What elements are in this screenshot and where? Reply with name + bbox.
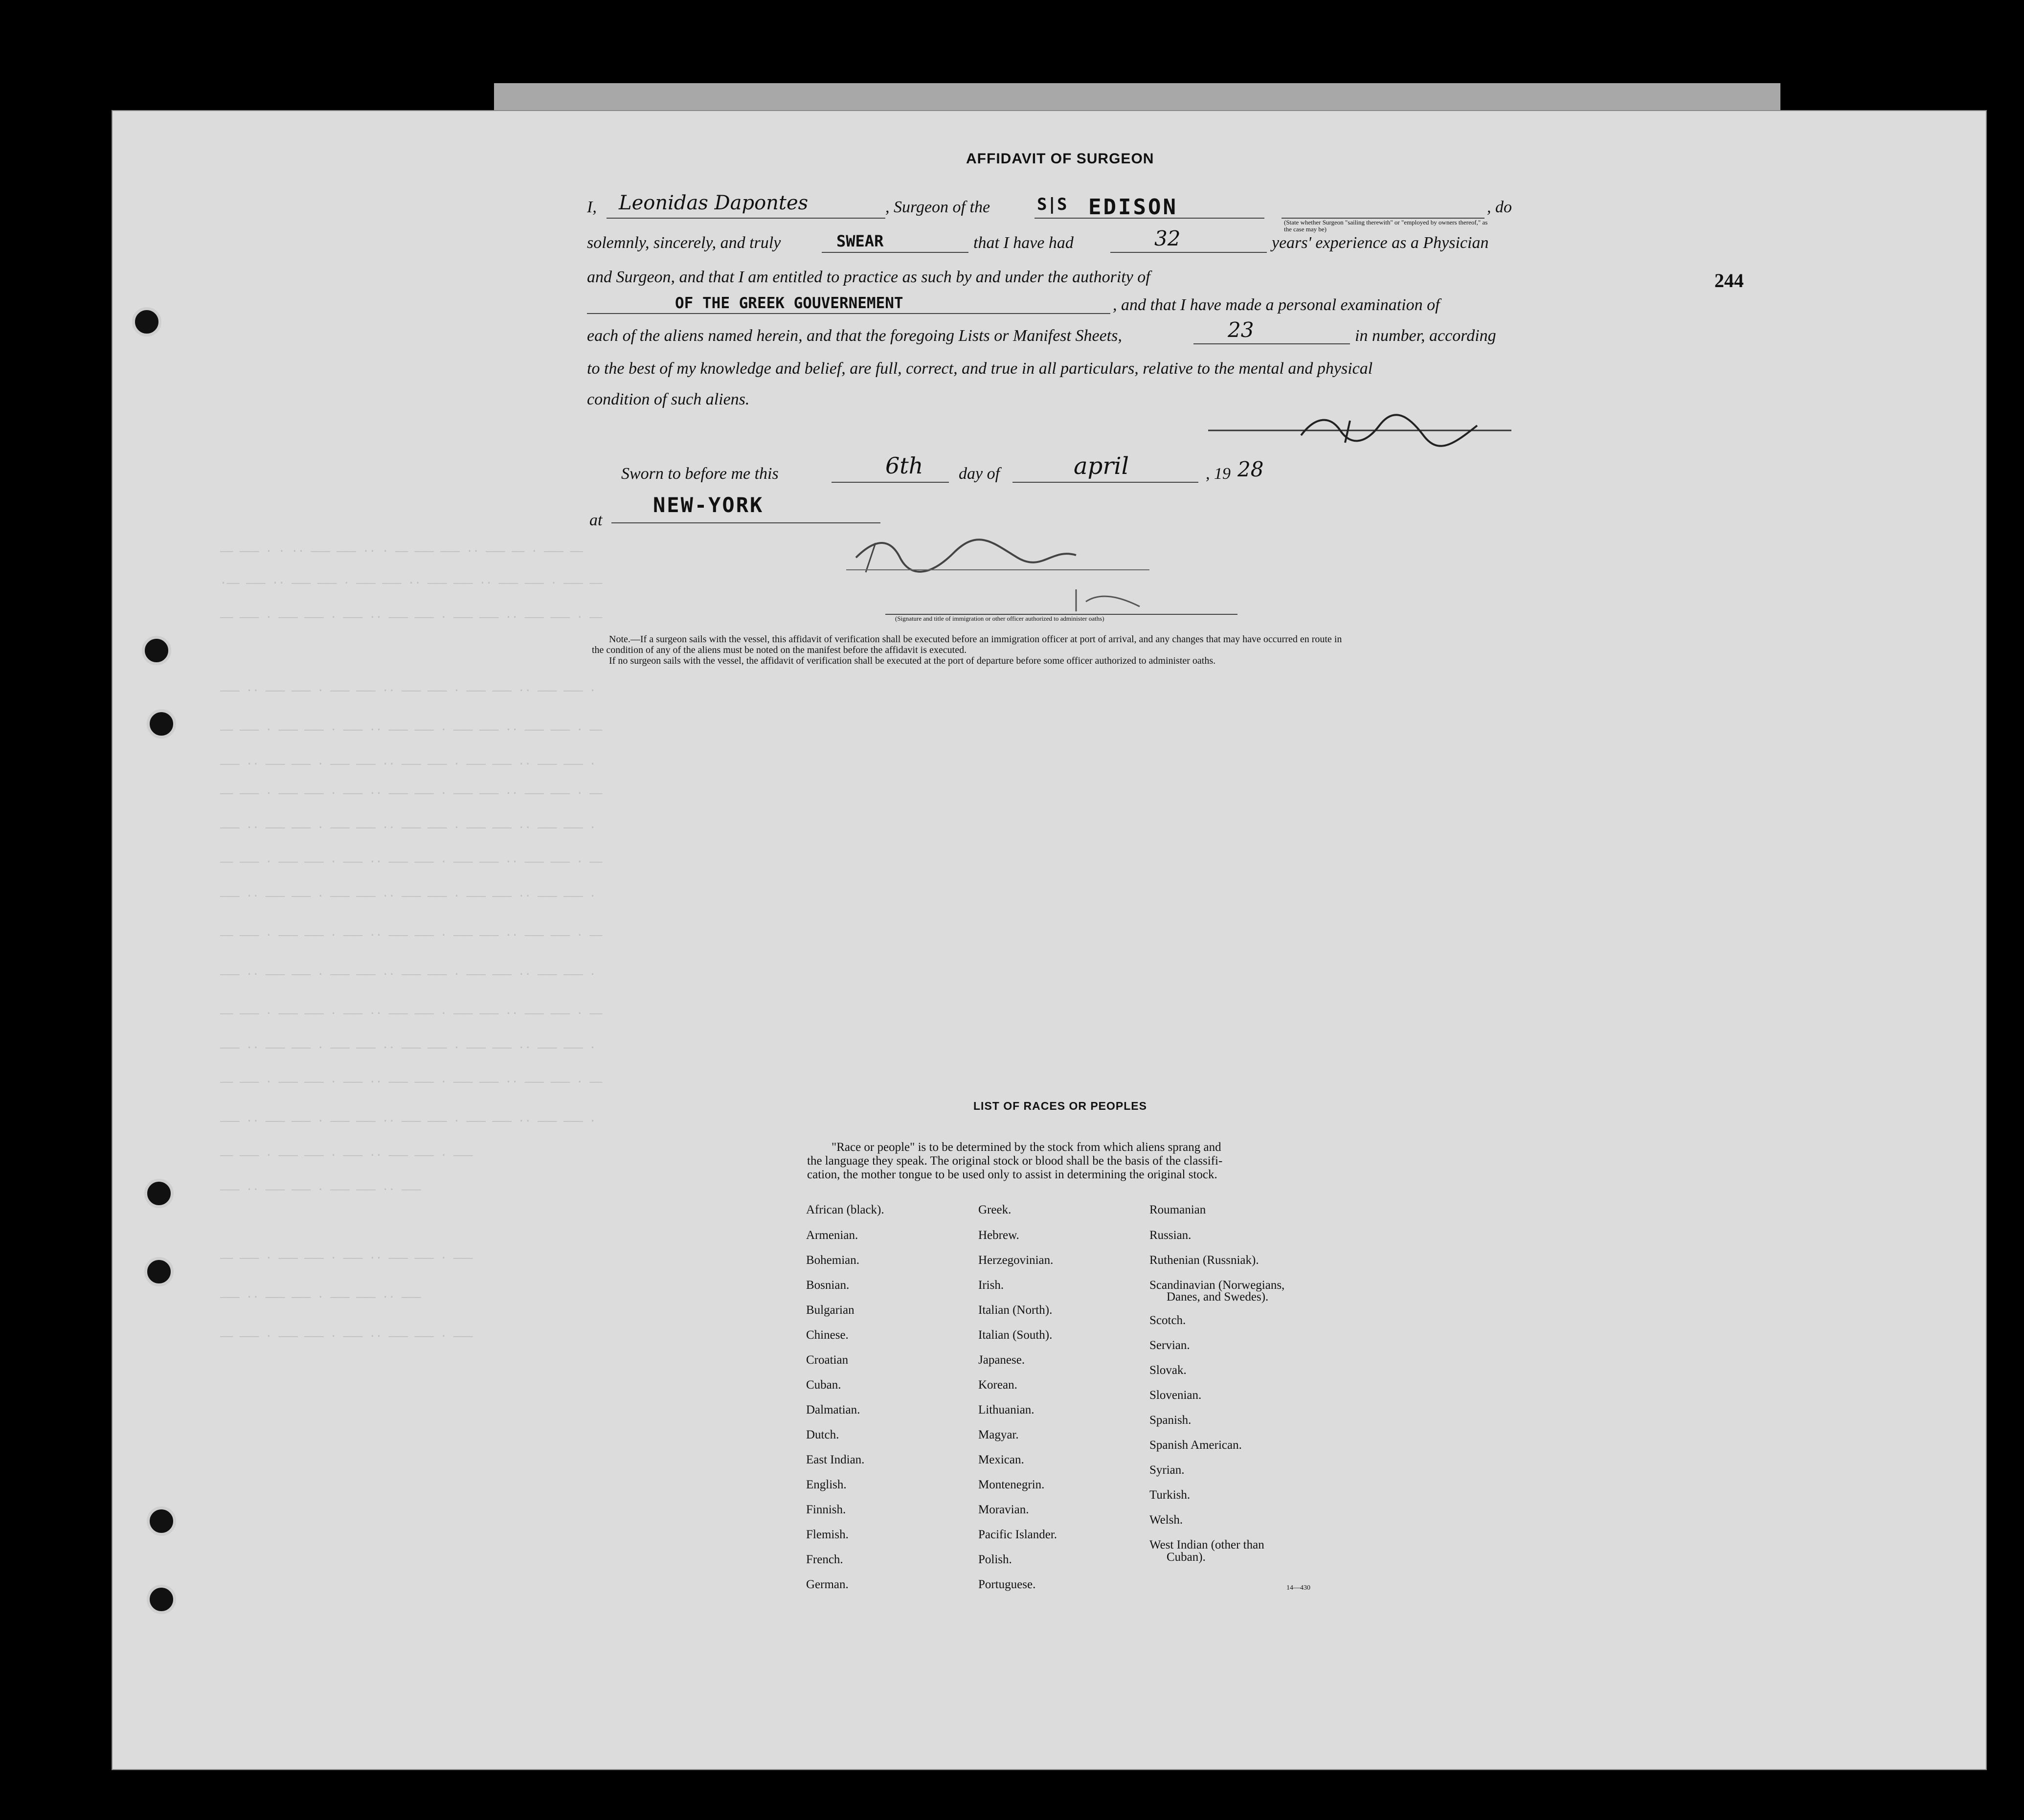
authority: OF THE GREEK GOUVERNEMENT xyxy=(675,294,903,312)
race-item: Chinese. xyxy=(806,1328,849,1342)
races-title: LIST OF RACES OR PEOPLES xyxy=(973,1100,1147,1112)
race-item: Cuban. xyxy=(806,1378,841,1392)
surgeon-name: Leonidas Dapontes xyxy=(619,192,809,214)
binder-hole xyxy=(147,1506,176,1536)
race-item: Pacific Islander. xyxy=(978,1528,1057,1541)
race-item: English. xyxy=(806,1478,847,1491)
note-3: If no surgeon sails with the vessel, the affidavit of verification shall be executed at the port of departure before some officer authorized to administer oaths. xyxy=(609,655,1216,666)
binder-hole xyxy=(144,1179,174,1208)
race-item: Slovak. xyxy=(1149,1364,1187,1377)
binder-hole xyxy=(147,709,176,739)
sworn-year-prefix: , 19 xyxy=(1206,465,1231,483)
line2-prefix: solemnly, sincerely, and truly xyxy=(587,234,781,252)
note-1: Note.—If a surgeon sails with the vessel, this affidavit of verification shall be executed before an immigration officer at port of arrival, and any changes that may have occurred en route in xyxy=(609,634,1342,645)
race-item: Irish. xyxy=(978,1279,1004,1292)
race-item: French. xyxy=(806,1553,843,1566)
binder-hole xyxy=(144,1257,174,1286)
line1-end: , do xyxy=(1487,198,1512,216)
vessel-name: EDISON xyxy=(1088,195,1178,220)
race-item: Ruthenian (Russniak). xyxy=(1149,1254,1259,1267)
sworn-month: april xyxy=(1074,452,1129,480)
race-item: Spanish. xyxy=(1149,1414,1192,1427)
race-item: Croatian xyxy=(806,1353,849,1367)
race-item: Cuban). xyxy=(1167,1550,1206,1564)
race-item: Greek. xyxy=(978,1203,1012,1216)
race-item: Korean. xyxy=(978,1378,1017,1392)
race-item: Spanish American. xyxy=(1149,1438,1242,1452)
race-item: Danes, and Swedes). xyxy=(1167,1290,1269,1303)
vessel-note: (State whether Surgeon "sailing therewith" or "employed by owners thereof," as the case may be) xyxy=(1284,219,1488,233)
page-number: 244 xyxy=(1714,270,1744,292)
race-item: German. xyxy=(806,1578,849,1591)
race-item: African (black). xyxy=(806,1203,884,1216)
races-intro-3: cation, the mother tongue to be used only to assist in determining the original stock. xyxy=(807,1168,1217,1181)
race-item: Bohemian. xyxy=(806,1254,860,1267)
race-item: Scandinavian (Norwegians, xyxy=(1149,1279,1285,1292)
binder-hole xyxy=(147,1585,176,1614)
affidavit-title: AFFIDAVIT OF SURGEON xyxy=(966,151,1154,167)
line2-end: years' experience as a Physician xyxy=(1272,234,1489,252)
at-label: at xyxy=(589,511,603,529)
race-item: Flemish. xyxy=(806,1528,849,1541)
race-item: Bulgarian xyxy=(806,1303,855,1317)
race-item: Italian (North). xyxy=(978,1303,1053,1317)
note-2: the condition of any of the aliens must be noted on the manifest before the affidavit is executed. xyxy=(592,645,967,655)
race-item: Servian. xyxy=(1149,1339,1190,1352)
line1-prefix: I, xyxy=(587,198,597,216)
line1-mid: , Surgeon of the xyxy=(885,198,990,216)
officer-caption: (Signature and title of immigration or other officer authorized to administer oaths) xyxy=(895,615,1104,622)
vessel-prefix: S|S xyxy=(1037,195,1067,214)
races-intro-2: the language they speak. The original stock or blood shall be the basis of the classifi- xyxy=(807,1154,1223,1168)
sworn-year: 28 xyxy=(1237,457,1264,481)
line7: condition of such aliens. xyxy=(587,390,750,408)
race-item: Moravian. xyxy=(978,1503,1029,1516)
line2-mid: that I have had xyxy=(973,234,1074,252)
sworn-day: 6th xyxy=(885,452,923,479)
race-item: Turkish. xyxy=(1149,1488,1191,1502)
race-item: Scotch. xyxy=(1149,1314,1186,1327)
form-code: 14—430 xyxy=(1286,1584,1310,1592)
race-item: Italian (South). xyxy=(978,1328,1053,1342)
race-item: Welsh. xyxy=(1149,1513,1183,1527)
race-item: Lithuanian. xyxy=(978,1403,1034,1416)
manifest-sheets-count: 23 xyxy=(1228,318,1254,342)
race-item: Finnish. xyxy=(806,1503,846,1516)
race-item: Slovenian. xyxy=(1149,1389,1202,1402)
race-item: Magyar. xyxy=(978,1428,1019,1441)
race-item: Bosnian. xyxy=(806,1279,850,1292)
oath-word: SWEAR xyxy=(836,232,884,250)
officer-signature xyxy=(846,533,1218,621)
race-item: Dalmatian. xyxy=(806,1403,860,1416)
race-item: Hebrew. xyxy=(978,1229,1019,1242)
sworn-prefix: Sworn to before me this xyxy=(621,465,779,483)
race-item: Russian. xyxy=(1149,1229,1192,1242)
sworn-place: NEW-YORK xyxy=(653,493,764,517)
race-item: Herzegovinian. xyxy=(978,1254,1054,1267)
binder-hole xyxy=(142,636,171,665)
line5-end: in number, according xyxy=(1355,327,1496,345)
race-item: East Indian. xyxy=(806,1453,865,1466)
race-item: Japanese. xyxy=(978,1353,1025,1367)
race-item: Portuguese. xyxy=(978,1578,1036,1591)
race-item: Syrian. xyxy=(1149,1463,1185,1477)
line4-end: , and that I have made a personal examination of xyxy=(1113,296,1440,314)
races-intro-1: "Race or people" is to be determined by the stock from which aliens sprang and xyxy=(832,1141,1221,1154)
race-item: West Indian (other than xyxy=(1149,1538,1264,1551)
race-item: Roumanian xyxy=(1149,1203,1206,1216)
race-item: Armenian. xyxy=(806,1229,858,1242)
race-item: Polish. xyxy=(978,1553,1012,1566)
surgeon-signature xyxy=(1203,406,1516,455)
race-item: Montenegrin. xyxy=(978,1478,1045,1491)
line6: to the best of my knowledge and belief, are full, correct, and true in all particulars, relative to the mental and physical xyxy=(587,360,1373,378)
line5-prefix: each of the aliens named herein, and that the foregoing Lists or Manifest Sheets, xyxy=(587,327,1122,345)
line3: and Surgeon, and that I am entitled to practice as such by and under the authority of xyxy=(587,268,1150,286)
race-item: Mexican. xyxy=(978,1453,1024,1466)
race-item: Dutch. xyxy=(806,1428,839,1441)
sworn-mid: day of xyxy=(959,465,1000,483)
years-experience: 32 xyxy=(1154,226,1181,250)
binder-hole xyxy=(132,307,161,337)
